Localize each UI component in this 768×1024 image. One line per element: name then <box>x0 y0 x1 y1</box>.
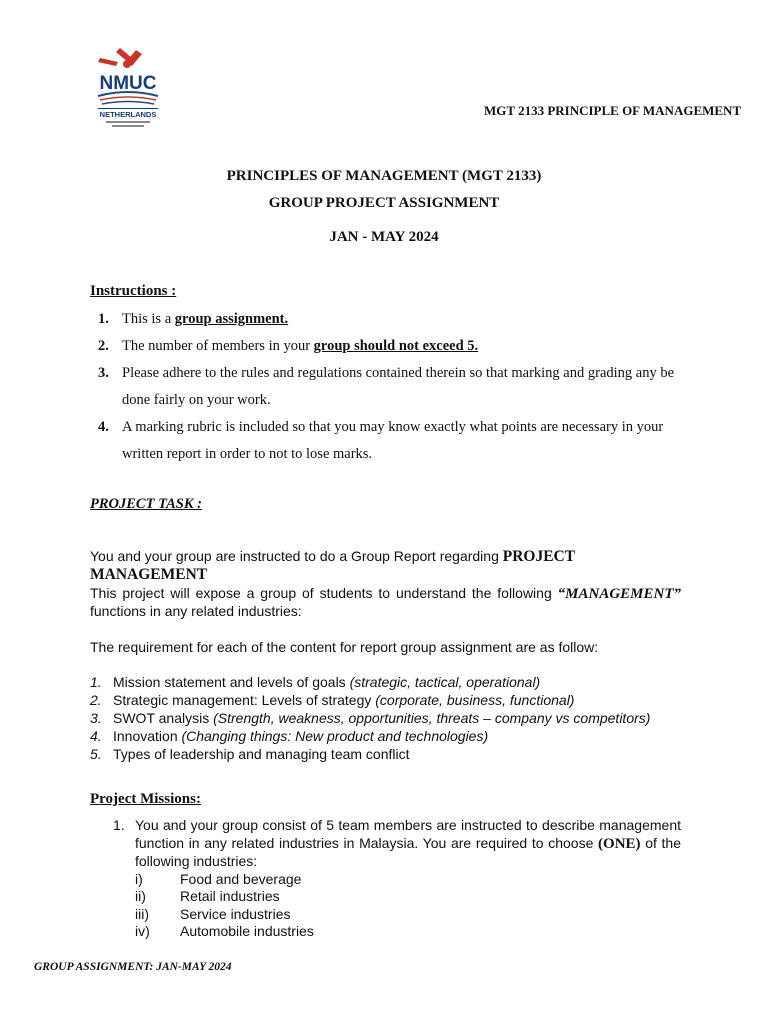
list-number: 1. <box>90 674 102 690</box>
mission-text-post: of the following industries: <box>135 834 681 869</box>
instruction-text: Please adhere to the rules and regulations contained therein so that marking and grading any be done fairly on your work. <box>122 365 675 408</box>
instruction-text: This is a <box>122 311 175 327</box>
instructions-list <box>98 306 688 468</box>
industry-text: Automobile industries <box>180 923 314 939</box>
instruction-text: A marking rubric is included so that you may know exactly what points are necessary in your written report in order to not to lose marks. <box>122 419 664 462</box>
item-detail: (strategic, tactical, operational) <box>349 674 541 690</box>
list-item <box>90 691 710 709</box>
list-item <box>90 673 710 691</box>
page-footer: GROUP ASSIGNMENT: JAN-MAY 2024 <box>34 961 232 973</box>
list-item <box>90 709 710 727</box>
list-number: 4. <box>90 728 102 744</box>
course-header: MGT 2133 PRINCIPLE OF MANAGEMENT <box>484 103 742 118</box>
mission-text-pre: You and your group consist of 5 team members are instructed to describe management function in any related industries in Malaysia. You are required to choose <box>135 817 681 851</box>
industry-text: Retail industries <box>180 888 280 904</box>
item-detail: (Strength, weakness, opportunities, threats – company vs competitors) <box>213 710 651 726</box>
industry-item <box>135 906 681 924</box>
list-number: iv) <box>135 923 150 939</box>
logo-text: NMUC <box>99 73 157 94</box>
requirement-text: The requirement for each of the content for report group assignment are as follow: <box>90 639 599 655</box>
instruction-item <box>98 414 688 468</box>
nmuc-logo <box>92 44 164 130</box>
item-text: Types of leadership and managing team conflict <box>113 746 410 762</box>
mission-text <box>135 817 681 871</box>
instruction-item <box>98 360 688 414</box>
list-item <box>90 745 710 763</box>
list-number: iii) <box>135 905 149 922</box>
industry-item <box>135 888 681 906</box>
nmuc-logo-icon <box>92 44 164 130</box>
mission-item <box>113 817 681 941</box>
item-detail: (Changing things: New product and technologies) <box>181 728 489 744</box>
expose-emphasis: “MANAGEMENT” <box>557 586 681 602</box>
industry-text: Food and beverage <box>180 870 302 887</box>
industries-list <box>135 871 681 941</box>
item-text: Mission statement and levels of goals <box>113 674 350 690</box>
project-task-heading: PROJECT TASK : <box>90 496 202 512</box>
logo-subtext: NETHERLANDS <box>99 110 157 119</box>
list-number: ii) <box>135 888 146 904</box>
instruction-emphasis: group assignment. <box>174 311 289 327</box>
instruction-text: The number of members in your <box>122 338 314 354</box>
list-number: 3. <box>98 365 109 381</box>
project-intro-text: You and your group are instructed to do a Group Report regarding <box>90 548 503 564</box>
list-number: 4. <box>98 419 109 435</box>
expose-text: This project will expose a group of students to understand the following <box>90 585 558 601</box>
item-text: Strategic management: Levels of strategy <box>113 692 376 708</box>
mission-emphasis: (ONE) <box>598 835 641 852</box>
list-number: 1. <box>113 817 125 833</box>
missions-heading: Project Missions: <box>90 791 201 807</box>
list-item <box>90 727 710 745</box>
project-intro <box>90 548 690 584</box>
item-text: SWOT analysis <box>113 710 214 726</box>
project-expose <box>90 585 681 620</box>
doc-term: JAN - MAY 2024 <box>329 229 439 245</box>
item-text: Innovation <box>113 728 182 744</box>
list-number: 3. <box>90 710 102 726</box>
industry-item <box>135 871 681 889</box>
item-detail: (corporate, business, functional) <box>375 692 575 708</box>
instruction-item <box>98 306 688 333</box>
list-number: 5. <box>90 746 102 762</box>
doc-title: PRINCIPLES OF MANAGEMENT (MGT 2133) <box>226 168 542 184</box>
instructions-heading: Instructions : <box>90 283 177 299</box>
expose-text-end: functions in any related industries: <box>90 603 302 619</box>
instruction-emphasis: group should not exceed 5. <box>313 338 479 354</box>
requirements-list <box>90 673 710 763</box>
list-number: 1. <box>98 311 109 327</box>
industry-item <box>135 923 681 941</box>
list-number: i) <box>135 870 143 887</box>
project-intro-topic: PROJECT MANAGEMENT <box>90 548 575 583</box>
list-number: 2. <box>98 338 109 354</box>
list-number: 2. <box>90 692 102 708</box>
instruction-item <box>98 333 688 360</box>
industry-text: Service industries <box>180 905 291 922</box>
doc-subtitle: GROUP PROJECT ASSIGNMENT <box>268 195 500 211</box>
